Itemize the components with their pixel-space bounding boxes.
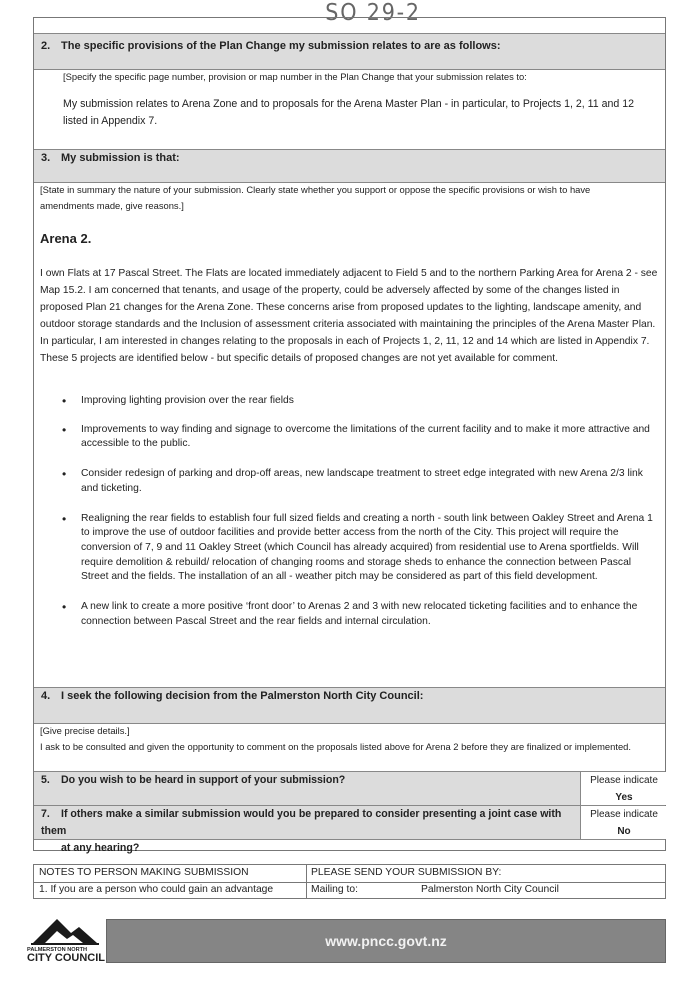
notes-left-item: 1. If you are a person who could gain an advantage — [39, 884, 274, 895]
section-7-indicate-label: Please indicate — [590, 809, 658, 820]
section-3-paragraph: I own Flats at 17 Pascal Street. The Flats are located immediately adjacent to Field 5 and to the northern Parking Area for Arena 2 - see Map 15.2. I am concerned that tenants, and usage of the property, could be adversely affected by some of the changes listed in proposed Plan 21 changes for the Arena Zone. These concerns arise from proposed updates to the lighting, landscape amenity, and outdoor storage standards and the Inclusion of assessment criteria associated with maintaining the principles of the Arena Master Plan. In particular, I am interested in changes relating to the proposals in each of Projects 1, 2, 11, 12 and 14 which are listed in Appendix 7. These 5 projects are identified below - but specific details of proposed changes are not yet available for comment. — [40, 268, 658, 364]
section-2-number: 2. — [41, 40, 51, 52]
section-7-row — [34, 805, 665, 854]
website-link[interactable]: www.pncc.govt.nz — [325, 933, 447, 949]
section-4-header — [34, 687, 665, 724]
section-3-instruction-line2: amendments made, give reasons.] — [40, 200, 184, 211]
section-5-indicate-label: Please indicate — [590, 775, 658, 786]
section-7-answer: No — [617, 826, 631, 837]
website-banner — [106, 919, 666, 963]
list-item: • Improvements to way finding and signage to overcome the limitations of the current facility and to make it more attractive and accessible to the public. — [40, 423, 655, 452]
section-2-header — [34, 33, 665, 70]
section-7-number: 7. — [41, 808, 50, 820]
section-5-question-text: Do you wish to be heard in support of your submission? — [61, 774, 346, 786]
section-3-title-text: My submission is that: — [61, 152, 180, 164]
section-7-question — [41, 806, 571, 857]
section-4-instruction: [Give precise details.] — [40, 725, 130, 736]
section-4-title-text: I seek the following decision from the Palmerston North City Council: — [61, 690, 424, 702]
council-logo-icon — [27, 913, 101, 947]
section-3-instruction-line1: [State in summary the nature of your submission. Clearly state whether you support or oppose the specific provisions or wish to have — [40, 184, 591, 195]
section-5-number: 5. — [41, 774, 50, 786]
list-item: • A new link to create a more positive ‘front door’ to Arenas 2 and 3 with new relocated ticketing facilities and to enhance the connection between Pascal Street and the rear fields and internal circulation. — [40, 600, 655, 629]
section-4-number: 4. — [41, 690, 51, 702]
mailing-value: Palmerston North City Council — [421, 884, 559, 895]
section-4-answer: I ask to be consulted and given the opportunity to comment on the proposals listed above for Arena 2 before they are finalized or implemented. — [40, 741, 631, 752]
logo-line1: PALMERSTON NORTH — [27, 947, 88, 953]
section-2-answer-line2: listed in Appendix 7. — [63, 115, 158, 127]
list-item: • Consider redesign of parking and drop-off areas, new landscape treatment to street edge integrated with new Arena 2/3 link and ticketing. — [40, 467, 655, 496]
section-5-row — [34, 771, 665, 805]
notes-left-header: NOTES TO PERSON MAKING SUBMISSION — [39, 867, 249, 878]
section-5-answer-box — [580, 772, 667, 805]
council-logo — [27, 913, 106, 964]
logo-line2: CITY COUNCIL — [27, 952, 106, 964]
notes-right-row — [311, 882, 660, 898]
section-7-question-line2: at any hearing? — [61, 842, 140, 854]
list-item: • Improving lighting provision over the rear fields — [40, 394, 655, 409]
section-7-question-line1: If others make a similar submission would you be prepared to consider presenting a joint case with them — [41, 808, 562, 837]
section-3-header — [34, 149, 665, 183]
submission-form — [33, 17, 666, 854]
notes-right-header: PLEASE SEND YOUR SUBMISSION BY: — [311, 867, 502, 878]
section-4-title — [41, 690, 423, 702]
section-3-number: 3. — [41, 152, 51, 164]
section-2-title-text: The specific provisions of the Plan Change my submission relates to are as follows: — [61, 40, 501, 52]
handwritten-reference: SO 29-2 — [325, 0, 421, 26]
notes-right-column — [306, 865, 665, 898]
mailing-label: Mailing to: — [311, 884, 358, 895]
section-5-question — [41, 772, 345, 789]
section-2-title — [41, 40, 501, 52]
list-item: • Realigning the rear fields to establish four full sized fields and creating a north - south link between Oakley Street and Arena 1 to improve the use of outdoor facilities and provide better access from the north of the City. This project will require the conversion of 7, 9 and 11 Oakley Street (which Council has already acquired) from residential use to Arena sportfields. Will require demolition & rebuild/ relocation of changing rooms and storage sheds to enhance the connection between Pascal Street and the fields. The installation of an all - weather pitch may be considered as part of this field development. — [40, 512, 655, 586]
project-list — [40, 394, 655, 629]
notes-left-column — [34, 865, 307, 898]
section-2-instruction: [Specify the specific page number, provision or map number in the Plan Change that your submission relates to: — [63, 71, 527, 82]
section-5-answer: Yes — [615, 792, 633, 803]
section-3-heading: Arena 2. — [40, 231, 92, 246]
notes-table — [33, 864, 666, 899]
section-2-answer-line1: My submission relates to Arena Zone and to proposals for the Arena Master Plan - in particular, to Projects 1, 2, 11 and 12 — [63, 98, 634, 110]
section-7-answer-box — [580, 806, 667, 839]
section-3-title — [41, 152, 180, 164]
